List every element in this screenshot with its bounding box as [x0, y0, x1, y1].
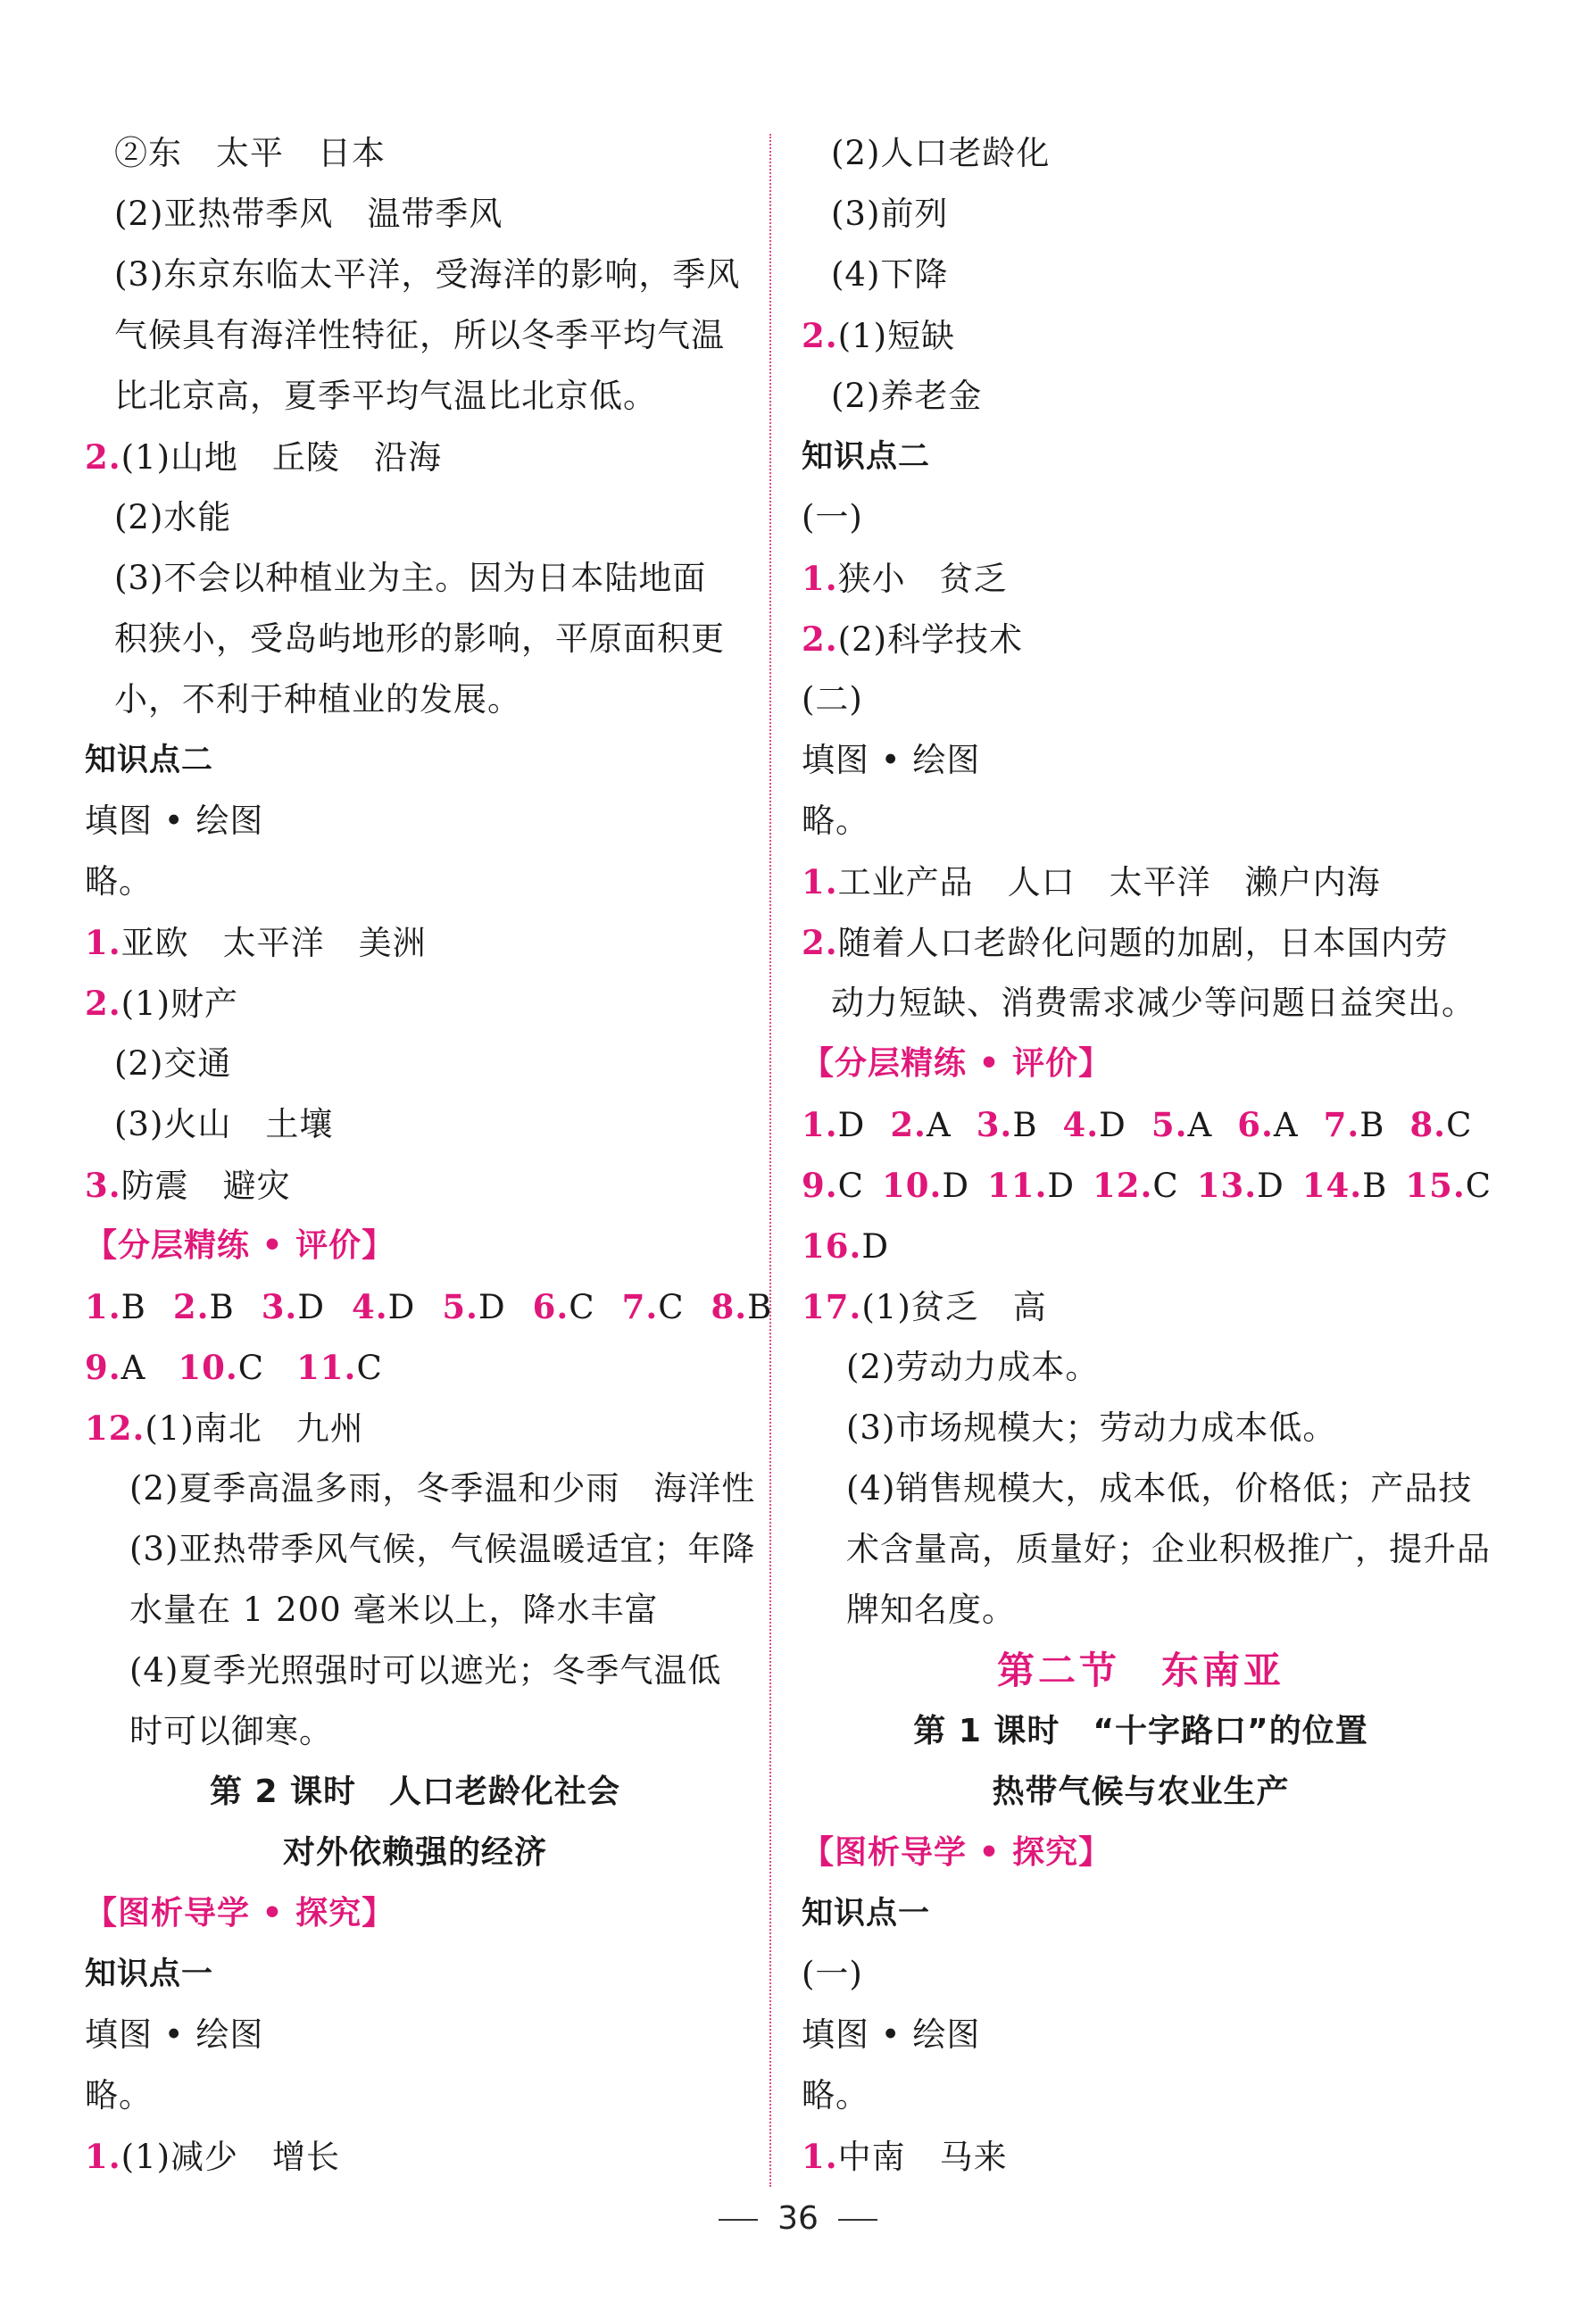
- question-item: [802, 2126, 1480, 2187]
- question-number: 14.: [1301, 1166, 1363, 1205]
- column-divider: [769, 134, 771, 2187]
- question-number: 17.: [802, 1287, 862, 1326]
- question-number: 2.: [802, 619, 838, 659]
- answer-line: (3)市场规模大；劳动力成本低。: [846, 1408, 1337, 1447]
- question-number: 10.: [178, 1348, 238, 1387]
- question-number: 11.: [296, 1348, 357, 1387]
- answer-text: (1)财产: [121, 985, 239, 1023]
- activity-label: 填图 • 绘图: [802, 2015, 981, 2054]
- answer-line: (2)劳动力成本。: [846, 1348, 1100, 1386]
- choice-letter: C: [658, 1288, 685, 1326]
- question-number: 4.: [1062, 1105, 1100, 1144]
- lesson-title: 第 2 课时 人口老龄化社会: [209, 1774, 621, 1810]
- question-number: 1.: [802, 862, 838, 901]
- choice-letter: D: [1257, 1167, 1284, 1205]
- question-number: 5.: [1151, 1105, 1188, 1144]
- question-item: [85, 973, 745, 1034]
- section-bar-heading: 【图析导学 • 探究】: [802, 1834, 1112, 1871]
- answer-text: (1)贫乏 高: [861, 1288, 1047, 1326]
- choice-letter: A: [121, 1349, 146, 1387]
- answer-choice: [85, 1349, 145, 1387]
- answer-line: 略。: [85, 2076, 153, 2114]
- question-number: 8.: [1409, 1105, 1447, 1144]
- choice-letter: C: [356, 1349, 383, 1387]
- answer-choice: [442, 1288, 505, 1326]
- choice-letter: A: [926, 1106, 952, 1144]
- answer-choice: [1197, 1167, 1284, 1205]
- answer-line: 积狭小，受岛屿地形的影响，平原面积更: [114, 619, 725, 658]
- choice-letter: B: [209, 1288, 235, 1326]
- question-item: [802, 609, 1480, 669]
- knowledge-point-heading: 知识点二: [85, 743, 214, 778]
- question-number: 5.: [442, 1287, 478, 1326]
- answer-line: 动力短缺、消费需求减少等问题日益突出。: [831, 984, 1475, 1022]
- answer-choice: [711, 1288, 773, 1326]
- answer-text: 亚欧 太平洋 美洲: [121, 924, 427, 962]
- answer-choice: [890, 1106, 951, 1144]
- answer-choice: [1093, 1167, 1179, 1205]
- question-number: 6.: [1237, 1105, 1274, 1144]
- answer-text: (1)山地 丘陵 沿海: [121, 438, 443, 477]
- choice-letter: B: [1012, 1106, 1038, 1144]
- answer-text: 中南 马来: [837, 2138, 1008, 2176]
- answer-text: 随着人口老龄化问题的加剧，日本国内劳: [837, 924, 1449, 962]
- question-number: 15.: [1405, 1166, 1466, 1205]
- answer-text: (2)科学技术: [837, 620, 1024, 659]
- choice-letter: D: [942, 1167, 969, 1205]
- answer-text: 狭小 贫乏: [837, 560, 1008, 598]
- page-number-value: 36: [777, 2200, 819, 2237]
- choice-letter: C: [1465, 1167, 1492, 1205]
- multiple-choice-answers: [85, 1337, 745, 1398]
- answer-choice: [987, 1167, 1075, 1205]
- question-number: 3.: [261, 1287, 298, 1326]
- answer-line: (3)东京东临太平洋，受海洋的影响，季风: [114, 255, 741, 294]
- choice-letter: C: [1152, 1167, 1179, 1205]
- question-number: 1.: [85, 1287, 121, 1326]
- answer-text: (1)南北 九州: [145, 1409, 364, 1448]
- answer-choice: [1302, 1167, 1388, 1205]
- answer-text: (1)减少 增长: [121, 2138, 341, 2176]
- answer-text: 防震 避灾: [121, 1167, 291, 1205]
- activity-label: 填图 • 绘图: [85, 2015, 264, 2054]
- question-number: 1.: [802, 559, 838, 598]
- answer-choice: [85, 1288, 146, 1326]
- question-item: [85, 1398, 745, 1458]
- answer-line: (2)养老金: [831, 377, 983, 415]
- subsection-label: (二): [802, 680, 863, 719]
- answer-choice: [1405, 1167, 1492, 1205]
- activity-label: 填图 • 绘图: [85, 802, 264, 840]
- choice-letter: D: [1047, 1167, 1076, 1205]
- choice-letter: A: [1187, 1106, 1213, 1144]
- question-number: 16.: [802, 1226, 862, 1266]
- choice-letter: B: [1359, 1106, 1385, 1144]
- choice-letter: B: [1362, 1167, 1388, 1205]
- question-number: 4.: [352, 1287, 388, 1326]
- answer-choice: [977, 1106, 1038, 1144]
- answer-line: (2)水能: [114, 498, 232, 536]
- answer-line: (4)夏季光照强时可以遮光；冬季气温低: [129, 1651, 722, 1690]
- question-item: [802, 912, 1480, 973]
- answer-text: (1)短缺: [837, 317, 956, 355]
- question-number: 1.: [802, 1105, 838, 1144]
- answer-text: 工业产品 人口 太平洋 濑户内海: [837, 863, 1381, 901]
- question-number: 3.: [976, 1105, 1013, 1144]
- answer-line: (3)火山 土壤: [114, 1105, 334, 1143]
- question-number: 9.: [85, 1348, 121, 1387]
- choice-letter: C: [837, 1167, 864, 1205]
- choice-letter: C: [569, 1288, 595, 1326]
- question-item: [802, 852, 1480, 912]
- question-number: 8.: [711, 1287, 748, 1326]
- choice-letter: D: [1099, 1106, 1126, 1144]
- answer-line: 略。: [85, 862, 153, 901]
- question-number: 10.: [881, 1166, 943, 1205]
- choice-letter: D: [387, 1288, 416, 1326]
- answer-line: (4)销售规模大，成本低，价格低；产品技: [846, 1469, 1473, 1508]
- lesson-title: 第 1 课时 “十字路口”的位置: [913, 1713, 1368, 1749]
- answer-choice: [1237, 1106, 1298, 1144]
- answer-line: 略。: [802, 2076, 869, 2114]
- answer-choice: [173, 1288, 235, 1326]
- answer-line: (3)前列: [831, 195, 949, 233]
- question-number: 9.: [802, 1166, 838, 1205]
- question-number: 2.: [890, 1105, 927, 1144]
- answer-line: 小，不利于种植业的发展。: [114, 680, 521, 719]
- page-number: [0, 2200, 1596, 2237]
- knowledge-point-heading: 知识点一: [802, 1896, 931, 1932]
- answer-choice: [352, 1288, 415, 1326]
- answer-line: 术含量高，质量好；企业积极推广，提升品: [846, 1530, 1491, 1568]
- lesson-subtitle: 对外依赖强的经济: [282, 1834, 547, 1871]
- choice-letter: A: [1273, 1106, 1299, 1144]
- question-number: 2.: [85, 984, 121, 1023]
- answer-line: 比北京高，夏季平均气温比北京低。: [114, 377, 657, 415]
- answer-choice: [1063, 1106, 1126, 1144]
- question-item: [802, 305, 1480, 366]
- choice-letter: D: [297, 1288, 325, 1326]
- question-number: 3.: [85, 1166, 121, 1205]
- multiple-choice-answers: [85, 1276, 773, 1337]
- page-number-dash: [838, 2219, 877, 2221]
- answer-line: 水量在 1 200 毫米以上，降水丰富: [129, 1591, 659, 1629]
- question-item: [85, 2126, 745, 2187]
- question-number: 2.: [802, 923, 838, 962]
- answer-choice: [533, 1288, 595, 1326]
- answer-line: (4)下降: [831, 255, 949, 294]
- answer-line: ②东 太平 日本: [114, 134, 386, 172]
- answer-line: (3)亚热带季风气候，气候温暖适宜；年降: [129, 1530, 756, 1568]
- question-number: 7.: [1323, 1105, 1360, 1144]
- choice-letter: D: [478, 1288, 506, 1326]
- section-title: 第二节 东南亚: [996, 1649, 1284, 1692]
- question-number: 11.: [987, 1166, 1048, 1205]
- right-column: [802, 123, 1492, 2187]
- answer-choice: [296, 1349, 383, 1387]
- question-number: 7.: [621, 1287, 659, 1326]
- answer-line: (2)人口老龄化: [831, 134, 1051, 172]
- multiple-choice-answers: [802, 1155, 1492, 1216]
- question-number: 2.: [172, 1287, 210, 1326]
- section-bar-heading: 【分层精练 • 评价】: [802, 1045, 1112, 1082]
- answer-line: (3)不会以种植业为主。因为日本陆地面: [114, 559, 707, 597]
- question-item: [802, 548, 1480, 609]
- answer-line: (2)亚热带季风 温带季风: [114, 195, 503, 233]
- question-item: [85, 427, 745, 487]
- question-number: 1.: [802, 2137, 838, 2176]
- answer-line: (2)夏季高温多雨，冬季温和少雨 海洋性: [129, 1469, 756, 1508]
- answer-line: 气候具有海洋性特征，所以冬季平均气温: [114, 316, 725, 354]
- question-number: 12.: [85, 1408, 145, 1448]
- subsection-label: (一): [802, 498, 863, 536]
- section-bar-heading: 【图析导学 • 探究】: [85, 1895, 395, 1932]
- answer-choice: [1324, 1106, 1385, 1144]
- page-number-dash: [719, 2219, 758, 2221]
- answer-choice: [882, 1167, 969, 1205]
- answer-line: 时可以御寒。: [129, 1712, 333, 1750]
- section-bar-heading: 【分层精练 • 评价】: [85, 1227, 395, 1264]
- answer-line: (2)交通: [114, 1044, 232, 1083]
- lesson-subtitle: 热带气候与农业生产: [992, 1774, 1290, 1810]
- answer-line: 略。: [802, 802, 869, 840]
- question-item: [802, 1216, 1480, 1276]
- answer-choice: [262, 1288, 325, 1326]
- question-item: [802, 1276, 1480, 1337]
- answer-text: D: [861, 1227, 890, 1266]
- question-number: 1.: [85, 2137, 121, 2176]
- activity-label: 填图 • 绘图: [802, 741, 981, 779]
- choice-letter: B: [747, 1288, 773, 1326]
- answer-choice: [802, 1167, 864, 1205]
- question-number: 13.: [1196, 1166, 1258, 1205]
- answer-choice: [622, 1288, 685, 1326]
- knowledge-point-heading: 知识点一: [85, 1957, 214, 1992]
- question-number: 6.: [532, 1287, 569, 1326]
- subsection-label: (一): [802, 1955, 863, 1993]
- question-item: [85, 1155, 745, 1216]
- question-number: 1.: [85, 923, 121, 962]
- choice-letter: D: [837, 1106, 866, 1144]
- choice-letter: B: [121, 1288, 146, 1326]
- choice-letter: C: [1446, 1106, 1473, 1144]
- question-number: 2.: [802, 316, 838, 355]
- question-number: 2.: [85, 437, 121, 477]
- question-number: 12.: [1093, 1166, 1153, 1205]
- left-column: [85, 123, 773, 2187]
- answer-line: 牌知名度。: [846, 1591, 1016, 1629]
- answer-choice: [1151, 1106, 1212, 1144]
- multiple-choice-answers: [802, 1094, 1480, 1155]
- choice-letter: C: [237, 1349, 265, 1387]
- answer-choice: [802, 1106, 865, 1144]
- question-item: [85, 912, 745, 973]
- knowledge-point-heading: 知识点二: [802, 439, 931, 475]
- answer-choice: [178, 1349, 264, 1387]
- answer-choice: [1409, 1106, 1472, 1144]
